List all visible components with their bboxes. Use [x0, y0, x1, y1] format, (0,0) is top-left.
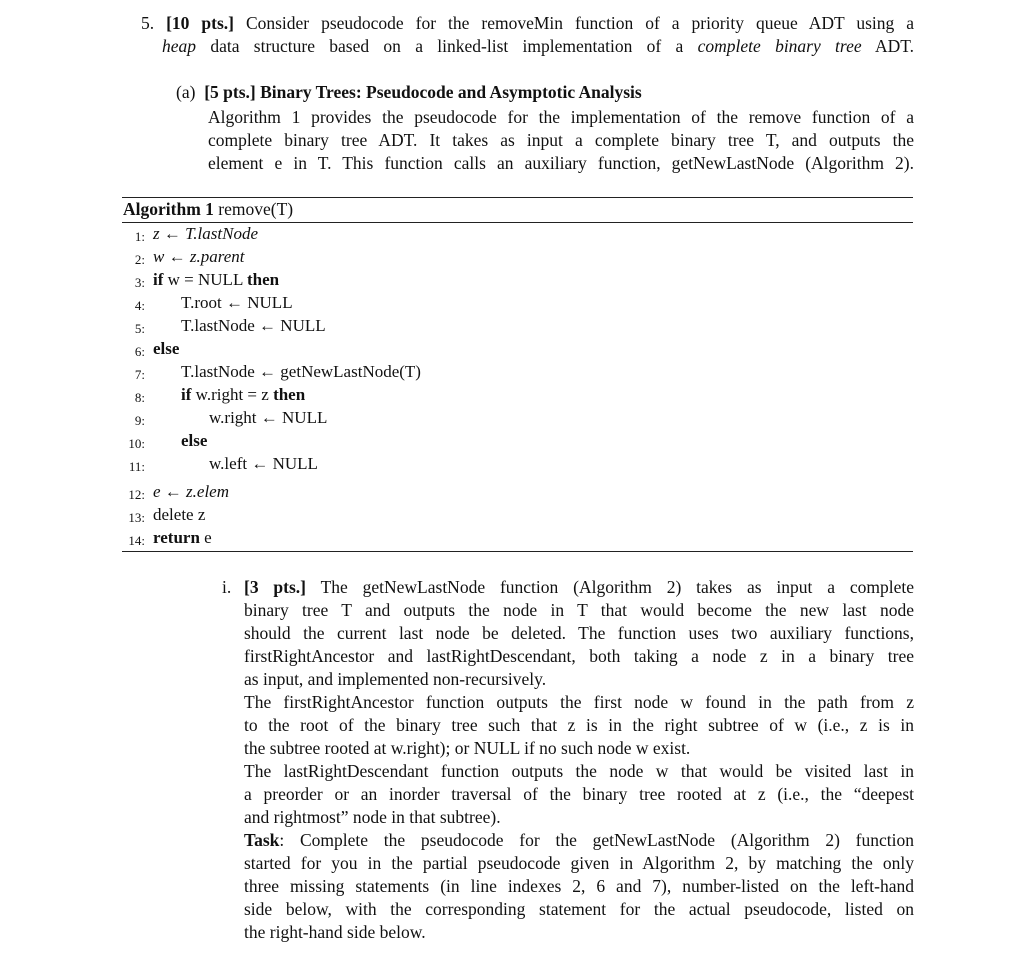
cbt-term: complete binary tree	[697, 36, 862, 56]
algorithm-top-rule	[122, 197, 913, 198]
line-number: 6:	[134, 344, 145, 359]
part-i-label-wrap	[222, 576, 242, 599]
part-a-line: element e in T. This function calls an auxiliary function, getNewLastNode (Algorithm 2).	[208, 153, 914, 173]
part-i-line: and rightmost” node in that subtree).	[244, 807, 501, 827]
algorithm-bottom-rule	[122, 551, 913, 552]
line-number: 4:	[134, 298, 145, 313]
code-line: delete z	[153, 505, 206, 524]
part-i-line: the right-hand side below.	[244, 922, 426, 942]
line-number: 3:	[134, 275, 145, 290]
code-line-keyword: return e	[153, 528, 212, 547]
code-line-keyword: else	[181, 431, 208, 450]
code-line-keyword: else	[153, 339, 180, 358]
part-i-line: started for you in the partial pseudocode given in Algorithm 2, by matching the only	[244, 853, 914, 873]
part-i-line: a preorder or an inorder traversal of the binary tree rooted at z (i.e., the “deepest	[244, 784, 914, 804]
code-line: w.right ← NULL	[209, 408, 328, 427]
part-i-line: to the root of the binary tree such that z is in the right subtree of w (i.e., z is in	[244, 715, 914, 735]
line-number: 2:	[134, 252, 145, 267]
part-i-line: the subtree rooted at w.right); or NULL if no such node w exist.	[244, 738, 691, 758]
part-a-line: Algorithm 1 provides the pseudocode for the implementation of the remove function of a	[208, 107, 914, 127]
question-text: Consider pseudocode for the removeMin function of a priority queue ADT using a	[245, 13, 915, 33]
part-i-task-text: : Complete the pseudocode for the getNewLastNode (Algorithm 2) function	[279, 830, 914, 850]
task-label: Task	[244, 830, 280, 850]
algorithm-caption-rule	[122, 222, 913, 223]
heap-term: heap	[162, 36, 197, 56]
question-line-1	[141, 12, 914, 35]
line-number: 9:	[134, 413, 145, 428]
part-i-line: The firstRightAncestor function outputs the first node w found in the path from z	[244, 692, 914, 712]
code-line-keyword: if w.right = z then	[181, 385, 306, 404]
algorithm-caption	[123, 199, 293, 220]
line-number: 13:	[128, 510, 145, 525]
question-number: 5.	[141, 13, 155, 33]
line-number: 7:	[134, 367, 145, 382]
part-i-label: i.	[222, 577, 232, 597]
part-i-line: side below, with the corresponding statement for the actual pseudocode, listed on	[244, 899, 914, 919]
part-i-line-1	[244, 576, 914, 599]
part-i-line: three missing statements (in line indexes 2, 6 and 7), number-listed on the left-hand	[244, 876, 914, 896]
part-i-line: The lastRightDescendant function outputs the node w that would be visited last in	[244, 761, 914, 781]
code-line: z ← T.lastNode	[153, 224, 259, 243]
question-line-2-mid: data structure based on a linked-list implementation of a	[210, 36, 684, 56]
code-line: w.left ← NULL	[209, 454, 318, 473]
part-i-text: The getNewLastNode function (Algorithm 2) takes as input a complete	[320, 577, 915, 597]
part-i-task-line	[244, 829, 914, 852]
line-number: 10:	[128, 436, 145, 451]
code-line: e ← z.elem	[153, 482, 230, 501]
code-line: w ← z.parent	[153, 247, 245, 266]
code-line: T.lastNode ← getNewLastNode(T)	[181, 362, 421, 381]
line-number: 11:	[128, 459, 145, 474]
algorithm-caption-label: Algorithm 1	[123, 199, 214, 219]
code-line-keyword: if w = NULL then	[153, 270, 280, 289]
question-line-2	[141, 35, 914, 58]
line-number: 8:	[134, 390, 145, 405]
line-number: 1:	[134, 229, 145, 244]
part-a-body	[208, 106, 914, 175]
part-i-line: binary tree T and outputs the node in T that would become the new last node	[244, 600, 914, 620]
part-i-line: as input, and implemented non-recursively.	[244, 669, 547, 689]
part-a	[176, 81, 914, 104]
code-line: T.root ← NULL	[181, 293, 293, 312]
part-a-points: [5 pts.]	[204, 82, 256, 102]
part-a-label: (a)	[176, 82, 196, 102]
code-line: T.lastNode ← NULL	[181, 316, 326, 335]
part-a-heading: Binary Trees: Pseudocode and Asymptotic Analysis	[260, 82, 642, 102]
part-a-heading-line	[176, 81, 914, 104]
part-i-body	[244, 576, 914, 944]
algorithm-caption-name: remove(T)	[218, 199, 294, 219]
part-i-line: should the current last node be deleted. The function uses two auxiliary functions,	[244, 623, 914, 643]
line-number: 5:	[134, 321, 145, 336]
question-5	[141, 12, 914, 58]
question-points: [10 pts.]	[166, 13, 234, 33]
line-number: 14:	[128, 533, 145, 548]
part-a-line: complete binary tree ADT. It takes as input a complete binary tree T, and outputs the	[208, 130, 914, 150]
part-i-line: firstRightAncestor and lastRightDescendant, both taking a node z in a binary tree	[244, 646, 914, 666]
question-line-2-end: ADT.	[874, 36, 914, 56]
line-number: 12:	[128, 487, 145, 502]
part-i-points: [3 pts.]	[244, 577, 307, 597]
